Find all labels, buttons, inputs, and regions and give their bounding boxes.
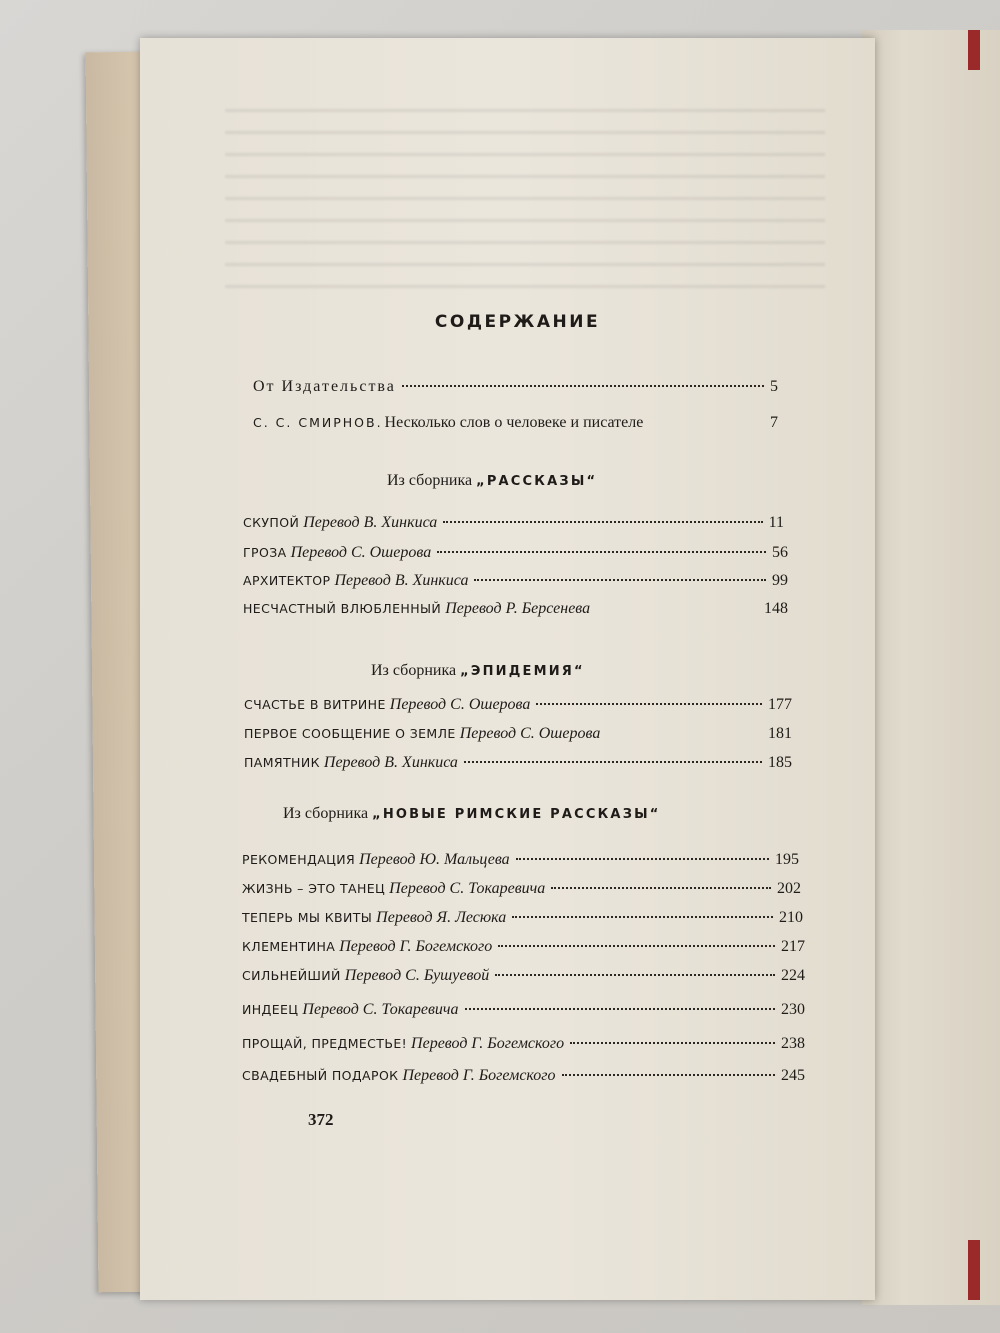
entry-translator: Перевод В. Хинкиса bbox=[303, 514, 438, 531]
entry-translator: Перевод Г. Богемского bbox=[339, 938, 493, 955]
entry-page: 224 bbox=[781, 967, 805, 984]
section-prefix: Из сборника bbox=[371, 662, 457, 679]
entry-page: 7 bbox=[770, 414, 778, 431]
entry-translator: Перевод Р. Берсенева bbox=[445, 600, 591, 617]
section-name: „ЭПИДЕМИЯ“ bbox=[460, 664, 585, 679]
entry-page: 245 bbox=[781, 1067, 805, 1084]
page-number: 372 bbox=[308, 1110, 334, 1129]
toc-entry-front-1 bbox=[253, 414, 778, 432]
entry-title: ГРОЗА bbox=[243, 545, 287, 560]
entry-page: 5 bbox=[770, 378, 778, 395]
show-through-text bbox=[225, 95, 825, 295]
dot-leader bbox=[443, 521, 762, 523]
spine-bookmark-top bbox=[968, 30, 980, 70]
section-heading-0 bbox=[387, 472, 597, 490]
entry-title: ПРОЩАЙ, ПРЕДМЕСТЬЕ! bbox=[242, 1036, 408, 1051]
entry-translator: Перевод В. Хинкиса bbox=[323, 754, 458, 771]
toc-entry bbox=[242, 851, 799, 869]
entry-page: 148 bbox=[764, 600, 788, 617]
dot-leader bbox=[498, 945, 775, 947]
toc-entry bbox=[243, 514, 784, 532]
dot-leader bbox=[562, 1074, 775, 1076]
dot-leader bbox=[536, 703, 762, 705]
dot-leader bbox=[474, 579, 766, 581]
section-heading-1 bbox=[371, 662, 585, 680]
entry-translator: Перевод В. Хинкиса bbox=[334, 572, 469, 589]
entry-title: ЖИЗНЬ – ЭТО ТАНЕЦ bbox=[242, 881, 386, 896]
entry-title: СВАДЕБНЫЙ ПОДАРОК bbox=[242, 1068, 399, 1083]
entry-text: От Издательства bbox=[253, 378, 396, 395]
entry-title: СЧАСТЬЕ В ВИТРИНЕ bbox=[244, 697, 386, 712]
toc-entry-front-0 bbox=[253, 378, 778, 396]
toc-entry bbox=[243, 572, 788, 590]
entry-translator: Перевод С. Ошерова bbox=[459, 725, 601, 742]
entry-title: АРХИТЕКТОР bbox=[243, 573, 331, 588]
toc-entry bbox=[242, 880, 801, 898]
toc-entry bbox=[244, 725, 792, 743]
toc-entry bbox=[243, 544, 788, 562]
entry-page: 99 bbox=[772, 572, 788, 589]
toc-entry bbox=[242, 938, 805, 956]
entry-translator: Перевод С. Ошерова bbox=[389, 696, 531, 713]
entry-translator: Перевод Г. Богемского bbox=[402, 1067, 556, 1084]
entry-page: 202 bbox=[777, 880, 801, 897]
entry-page: 195 bbox=[775, 851, 799, 868]
section-name: „НОВЫЕ РИМСКИЕ РАССКАЗЫ“ bbox=[372, 807, 661, 822]
dot-leader bbox=[551, 887, 771, 889]
section-prefix: Из сборника bbox=[387, 472, 473, 489]
toc-entry bbox=[243, 600, 788, 618]
toc-entry bbox=[244, 696, 792, 714]
entry-title: СИЛЬНЕЙШИЙ bbox=[242, 968, 341, 983]
entry-translator: Перевод Я. Лесюка bbox=[376, 909, 507, 926]
entry-author: С. С. СМИРНОВ. bbox=[253, 415, 383, 430]
page-title: СОДЕРЖАНИЕ bbox=[434, 312, 601, 332]
entry-page: 177 bbox=[768, 696, 792, 713]
entry-title: ТЕПЕРЬ МЫ КВИТЫ bbox=[242, 910, 373, 925]
entry-page: 185 bbox=[768, 754, 792, 771]
toc-entry bbox=[244, 754, 792, 772]
dot-leader bbox=[516, 858, 769, 860]
dot-leader bbox=[570, 1042, 775, 1044]
toc-entry bbox=[242, 1035, 805, 1053]
facing-page bbox=[862, 30, 1000, 1305]
toc-entry bbox=[242, 909, 803, 927]
entry-title: НЕСЧАСТНЫЙ ВЛЮБЛЕННЫЙ bbox=[243, 601, 442, 616]
toc-entry bbox=[242, 1067, 805, 1085]
toc-entry bbox=[242, 967, 805, 985]
entry-title: КЛЕМЕНТИНА bbox=[242, 939, 336, 954]
entry-title: ПАМЯТНИК bbox=[244, 755, 320, 770]
dot-leader bbox=[464, 761, 762, 763]
entry-title: ПЕРВОЕ СООБЩЕНИЕ О ЗЕМЛЕ bbox=[244, 726, 456, 741]
entry-page: 230 bbox=[781, 1001, 805, 1018]
entry-page: 210 bbox=[779, 909, 803, 926]
entry-page: 181 bbox=[768, 725, 792, 742]
section-heading-2 bbox=[283, 805, 661, 823]
section-prefix: Из сборника bbox=[283, 805, 369, 822]
entry-page: 217 bbox=[781, 938, 805, 955]
dot-leader bbox=[437, 551, 766, 553]
dot-leader bbox=[512, 916, 773, 918]
entry-translator: Перевод С. Токаревича bbox=[389, 880, 546, 897]
entry-translator: Перевод С. Бушуевой bbox=[344, 967, 490, 984]
entry-text: Несколько слов о человеке и писателе bbox=[384, 414, 644, 431]
entry-title: СКУПОЙ bbox=[243, 515, 300, 530]
entry-translator: Перевод С. Ошерова bbox=[290, 544, 432, 561]
entry-translator: Перевод Ю. Мальцева bbox=[359, 851, 510, 868]
entry-title: РЕКОМЕНДАЦИЯ bbox=[242, 852, 356, 867]
dot-leader bbox=[402, 385, 764, 387]
dot-leader bbox=[495, 974, 775, 976]
dot-leader bbox=[465, 1008, 775, 1010]
toc-entry bbox=[242, 1001, 805, 1019]
entry-translator: Перевод С. Токаревича bbox=[302, 1001, 459, 1018]
entry-page: 11 bbox=[768, 514, 784, 531]
entry-translator: Перевод Г. Богемского bbox=[411, 1035, 565, 1052]
entry-page: 238 bbox=[781, 1035, 805, 1052]
section-name: „РАССКАЗЫ“ bbox=[476, 474, 598, 489]
spine-bookmark-bottom bbox=[968, 1240, 980, 1300]
entry-title: ИНДЕЕЦ bbox=[242, 1002, 299, 1017]
entry-page: 56 bbox=[772, 544, 788, 561]
